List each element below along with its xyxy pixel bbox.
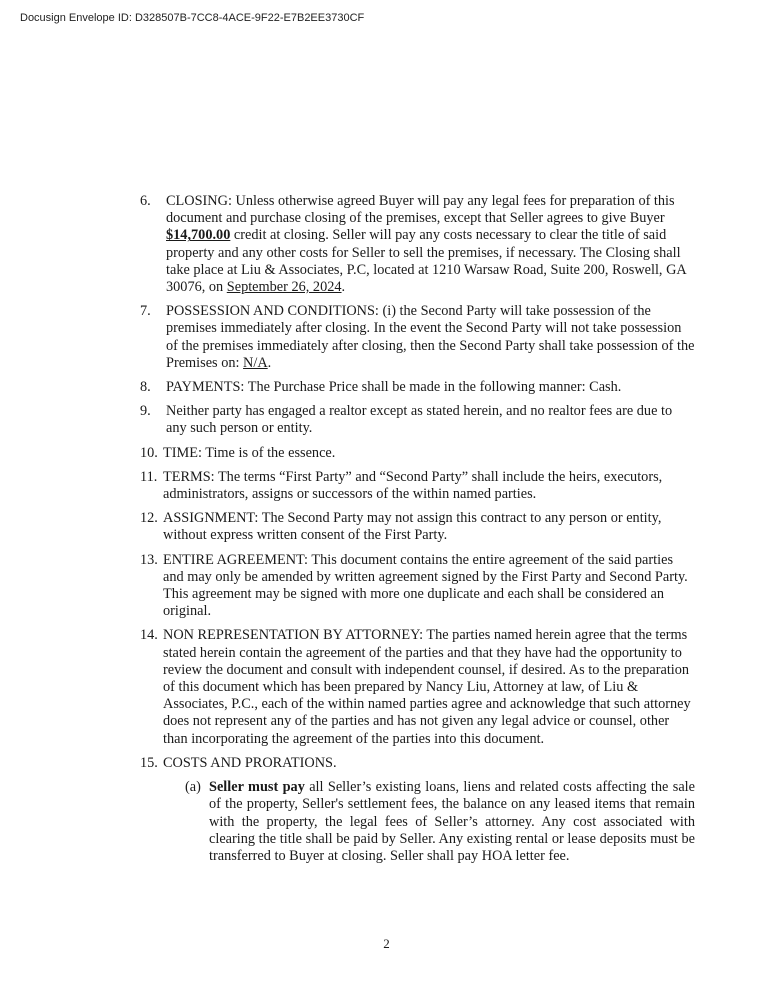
clause-number: 12. [140,510,158,527]
clause-text: ASSIGNMENT: The Second Party may not assign this contract to any person or entity, without express written consent of the First Party. [163,510,662,544]
subclause-label: (a) [185,779,201,796]
clause-15-costs [140,755,695,865]
clause-text: Neither party has engaged a realtor except as stated herein, and no realtor fees are due to any such person or entity. [166,403,673,437]
clause-number: 7. [140,303,151,320]
subclause-a [185,779,695,865]
clause-number: 6. [140,193,151,209]
clause-number: 10. [140,444,158,461]
clause-10-time [140,445,695,462]
clause-text-part: POSSESSION AND CONDITIONS: (i) the Second Party will take possession of the premises immediately after closing. In the event the Second Party will not take possession of the premises immediately after closing, then the Second Party shall take possession of the Premises on: [166,303,695,371]
contract-clauses [140,193,695,872]
seller-must-pay: Seller must pay [209,779,305,796]
clause-number: 9. [140,403,151,420]
clause-number: 14. [140,627,158,644]
clause-text-part: . [341,279,346,296]
clause-number: 15. [140,754,158,771]
clause-text: TERMS: The terms “First Party” and “Second Party” shall include the heirs, executors, administrators, assigns or successors of the within named parties. [163,468,663,503]
clause-text: PAYMENTS: The Purchase Price shall be made in the following manner: Cash. [166,379,622,396]
clause-text-part: . [267,354,272,371]
closing-date: September 26, 2024 [226,279,342,296]
clause-text [166,303,695,372]
envelope-id: Docusign Envelope ID: D328507B-7CC8-4ACE-9F22-E7B2EE3730CF [20,12,365,24]
clause-text [166,193,695,296]
clause-text-part: CLOSING: Unless otherwise agreed Buyer will pay any legal fees for preparation of this document and purchase closing of the premises, except that Seller agrees to give Buyer [166,193,675,227]
clause-11-terms [140,469,695,503]
clause-number: 11. [140,468,158,485]
subclause-text-part: all Seller’s existing loans, liens and related costs affecting the sale of the property, Seller's settlement fees, the balance on any leased items that remain with the property, the legal fees of Seller’s attorney. Any cost associated with clearing the title shall be paid by Seller. Any existing rental or lease deposits must be transferred to Buyer at closing. Seller shall pay HOA letter fee. [209,779,695,864]
clause-number: 13. [140,551,158,568]
clause-14-non-representation [140,627,695,747]
clause-13-entire-agreement [140,552,695,621]
clause-9-realtor [140,403,695,437]
possession-date: N/A [243,354,268,371]
clause-text-part: credit at closing. Seller will pay any costs necessary to clear the title of said property and any other costs for Seller to sell the premises, if necessary. The Closing shall take place at Liu & Associates, P.C, located at 1210 Warsaw Road, Suite 200, Roswell, GA 30076, on [166,227,686,296]
page-number: 2 [383,936,390,951]
clause-text: ENTIRE AGREEMENT: This document contains the entire agreement of the said parties and may only be amended by written agreement signed by the First Party and Second Party. This agreement may be signed with more one duplicate and each shall be considered an original. [163,551,688,620]
clause-text: COSTS AND PRORATIONS. [163,754,337,771]
clause-number: 8. [140,379,151,396]
clause-12-assignment [140,510,695,544]
clause-8-payments [140,379,695,396]
clause-text: NON REPRESENTATION BY ATTORNEY: The parties named herein agree that the terms stated herein contain the agreement of the parties and that they have had the opportunity to review the document and consult with independent counsel, if desired. As to the preparation of this document which has been prepared by Nancy Liu, Attorney at law, of Liu & Associates, P.C., each of the within named parties agree and acknowledge that such attorney does not represent any of the parties and has not given any legal advice or counsel, other than incorporating the agreement of the parties into this document. [163,627,691,747]
clause-text: TIME: Time is of the essence. [163,444,336,461]
subclause-text [209,779,695,865]
credit-amount: $14,700.00 [166,227,231,244]
clause-6-closing [140,193,695,296]
clause-body [163,755,695,865]
clause-7-possession [140,303,695,372]
